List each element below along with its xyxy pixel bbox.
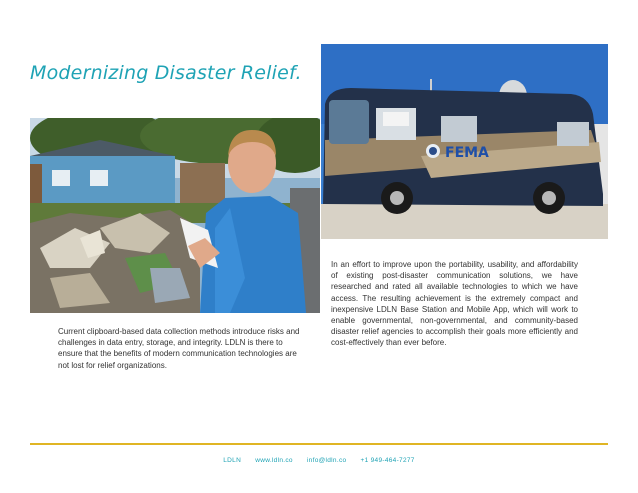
fema-label: FEMA [445,145,489,161]
footer-email-link[interactable]: info@ldln.co [306,457,347,464]
photo-man-with-clipboard-icon [30,118,320,313]
photo-fema-motorhome [321,44,608,239]
clipboard-methods-paragraph: Current clipboard-based data collection methods introduce risks and challenges in data entry, storage, and integrity. LDLN is there to ensure that the benefits of modern communication technologies are not lost for relief organizations. [58,327,300,370]
footer-brand: LDLN [223,457,242,464]
footer-phone: +1 949-464-7277 [360,457,415,464]
footer [0,457,638,464]
photo-fema-motorhome-icon [321,44,608,239]
ldln-solution-paragraph: In an effort to improve upon the portability, usability, and affordability of existing post-disaster communication solutions, we have researched and rated all available technologies to which we have access. The resulting achievement is the extremely compact and inexpensive LDLN Base Station and Mobile App, which will work to enable governmental, non-governmental, and community-based disaster relief agencies to accomplish their goals more efficiently and cost-effectively than ever before. [331,260,578,348]
footer-divider [30,443,608,445]
footer-website-link[interactable]: www.ldln.co [255,457,293,464]
photo-man-with-clipboard [30,118,320,313]
page-title: Modernizing Disaster Relief. [30,62,302,84]
